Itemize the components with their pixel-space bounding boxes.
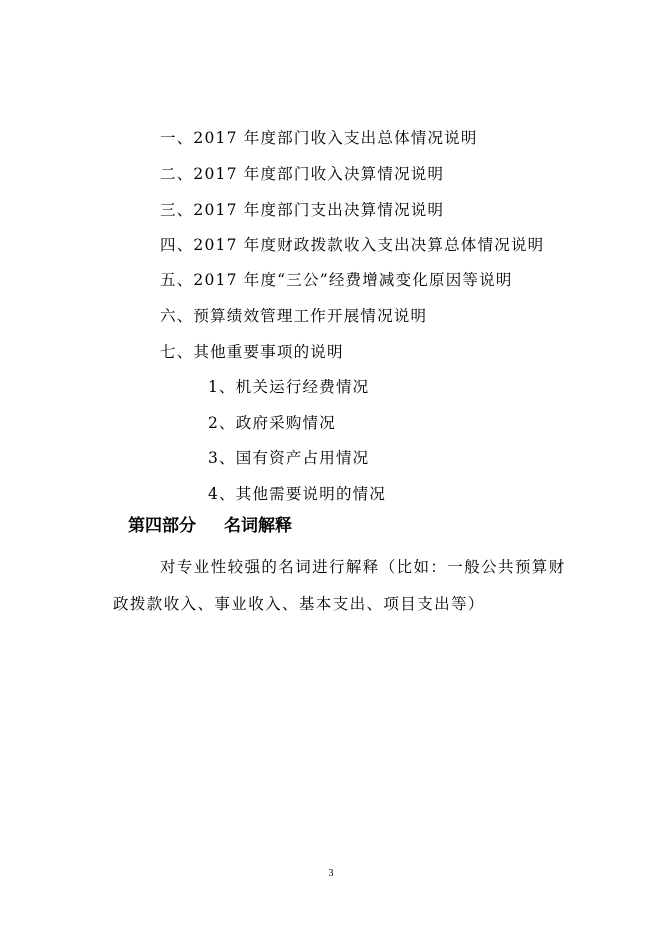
toc-item-4: 四、2017 年度财政拨款收入支出决算总体情况说明: [160, 236, 545, 254]
toc-item-2: 二、2017 年度部门收入决算情况说明: [160, 165, 445, 183]
section-part-label: 第四部分: [128, 516, 196, 536]
toc-item-5: 五、2017 年度“三公”经费增减变化原因等说明: [160, 271, 513, 289]
toc-subitem-1: 1、机关运行经费情况: [208, 378, 370, 396]
paragraph-line-2: 政拨款收入、事业收入、基本支出、项目支出等）: [113, 595, 485, 613]
toc-subitem-4: 4、其他需要说明的情况: [208, 485, 387, 503]
toc-item-6: 六、预算绩效管理工作开展情况说明: [160, 307, 428, 325]
paragraph-line-1: 对专业性较强的名词进行解释（比如：一般公共预算财: [160, 558, 566, 576]
page-number: 3: [328, 868, 334, 879]
section-title: 名词解释: [224, 516, 292, 536]
toc-item-1: 一、2017 年度部门收入支出总体情况说明: [160, 129, 478, 147]
toc-subitem-2: 2、政府采购情况: [208, 414, 336, 432]
toc-item-7: 七、其他重要事项的说明: [160, 343, 344, 361]
toc-item-3: 三、2017 年度部门支出决算情况说明: [160, 201, 445, 219]
toc-subitem-3: 3、国有资产占用情况: [208, 449, 370, 467]
section-heading: [128, 515, 292, 537]
